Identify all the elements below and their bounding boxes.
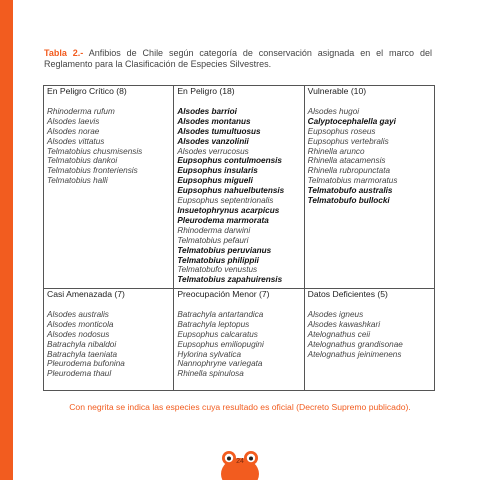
species-name: Alsodes montanus <box>177 116 251 126</box>
species-name: Alsodes vittatus <box>47 136 105 146</box>
species-name: Alsodes verrucosus <box>177 146 249 156</box>
page-number: 24 <box>236 458 244 465</box>
species-name: Atelognathus grandisonae <box>307 339 403 349</box>
species-name: Telmatobius peruvianus <box>177 245 272 255</box>
species-name: Telmatobius pefauri <box>177 235 249 245</box>
species-name: Eupsophus contulmoensis <box>177 156 282 166</box>
species-name: Atelognathus ceii <box>307 329 371 339</box>
species-name: Eupsophus roseus <box>307 126 376 136</box>
category-cell <box>304 86 434 289</box>
caption-label: Tabla 2.- <box>44 48 84 58</box>
species-name: Batrachyla antartandica <box>177 309 264 319</box>
species-name: Telmatobius philippii <box>177 255 259 265</box>
table-row <box>44 86 435 289</box>
species-name: Eupsophus insularis <box>177 166 258 176</box>
species-name: Telmatobius marmoratus <box>307 176 398 186</box>
species-name: Rhinella spinulosa <box>177 369 244 379</box>
species-name: Alsodes tumultuosus <box>177 126 261 136</box>
species-name: Nannophryne variegata <box>177 359 263 369</box>
species-name: Alsodes hugoi <box>307 106 360 116</box>
species-name: Telmatobufo bullocki <box>307 196 390 206</box>
species-name: Telmatobufo australis <box>307 186 393 196</box>
species-name: Pleurodema thaul <box>47 369 112 379</box>
conservation-table <box>43 85 435 391</box>
species-name: Atelognathus jeinimenens <box>307 349 402 359</box>
category-header: Datos Deficientes (5) <box>307 289 388 299</box>
species-name: Calyptocephalella gayi <box>307 116 396 126</box>
table-row <box>44 289 435 391</box>
species-name: Alsodes vanzolinii <box>177 136 249 146</box>
species-name: Hylorina sylvatica <box>177 349 242 359</box>
species-name: Insuetophrynus acarpicus <box>177 205 280 215</box>
category-header: Preocupación Menor (7) <box>177 289 270 299</box>
category-cell <box>174 289 304 391</box>
species-name: Eupsophus emiliopugini <box>177 339 264 349</box>
species-name: Rhinella rubropunctata <box>307 166 391 176</box>
species-name: Alsodes monticola <box>47 319 114 329</box>
species-name: Rhinella arunco <box>307 146 365 156</box>
species-name: Rhinoderma rufum <box>47 106 115 116</box>
species-name: Alsodes laevis <box>47 116 100 126</box>
species-name: Pleurodema bufonina <box>47 359 125 369</box>
category-header: En Peligro Crítico (8) <box>47 86 127 96</box>
species-name: Rhinoderma darwini <box>177 225 251 235</box>
species-name: Eupsophus nahuelbutensis <box>177 186 285 196</box>
species-name: Alsodes nodosus <box>47 329 110 339</box>
species-name: Telmatobius dankoi <box>47 156 118 166</box>
species-name: Batrachyla leptopus <box>177 319 250 329</box>
species-name: Eupsophus vertebralis <box>307 136 389 146</box>
category-header: Vulnerable (10) <box>307 86 367 96</box>
species-name: Alsodes igneus <box>307 309 364 319</box>
footnote: Con negrita se indica las especies cuya resultado es oficial (Decreto Supremo publicado). <box>69 402 411 412</box>
category-cell <box>44 86 174 289</box>
species-name: Telmatobius fronteriensis <box>47 166 138 176</box>
species-name: Batrachyla nibaldoi <box>47 339 117 349</box>
species-name: Rhinella atacamensis <box>307 156 386 166</box>
species-name: Alsodes barrioi <box>177 106 237 116</box>
species-name: Alsodes kawashkari <box>307 319 381 329</box>
species-name: Alsodes australis <box>47 309 109 319</box>
caption-text: Anfibios de Chile según categoría de conservación asignada en el marco del Reglamento para la Clasificación de Especies Silvestres. <box>44 48 432 69</box>
species-name: Telmatobius halli <box>47 176 108 186</box>
species-name: Pleurodema marmorata <box>177 215 269 225</box>
species-name: Eupsophus migueli <box>177 176 253 186</box>
species-name: Telmatobius zapahuirensis <box>177 275 283 285</box>
species-name: Batrachyla taeniata <box>47 349 118 359</box>
category-cell <box>304 289 434 391</box>
species-name: Alsodes norae <box>47 126 100 136</box>
category-header: En Peligro (18) <box>177 86 235 96</box>
species-name: Eupsophus calcaratus <box>177 329 258 339</box>
table-caption <box>44 48 432 70</box>
category-header: Casi Amenazada (7) <box>47 289 125 299</box>
species-name: Eupsophus septentrionalis <box>177 196 274 206</box>
species-name: Telmatobufo venustus <box>177 265 258 275</box>
category-cell <box>174 86 304 289</box>
species-name: Telmatobius chusmisensis <box>47 146 143 156</box>
category-cell <box>44 289 174 391</box>
